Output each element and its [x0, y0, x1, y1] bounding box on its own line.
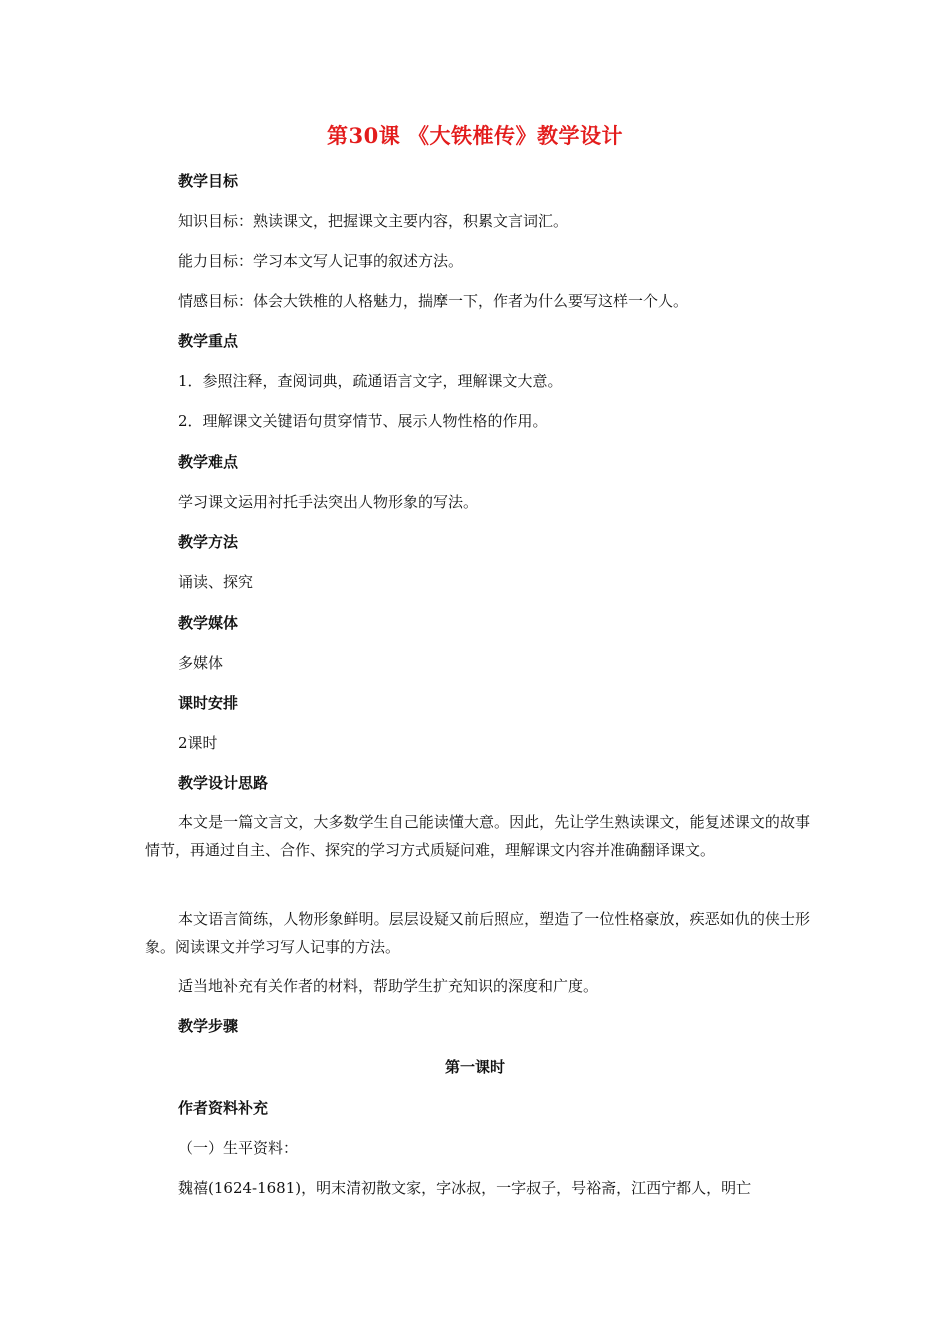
heading-key-points: 教学重点	[178, 332, 239, 350]
document-title: 第30课 《大铁椎传》教学设计	[326, 123, 624, 148]
heading-lesson-1: 第一课时	[444, 1058, 505, 1076]
design-paragraph-3: 适当地补充有关作者的材料，帮助学生扩充知识的深度和广度。	[178, 977, 599, 995]
heading-design: 教学设计思路	[178, 774, 269, 792]
design-paragraph-2: 本文语言简练，人物形象鲜明。层层设疑又前后照应，塑造了一位性格豪放，疾恶如仇的侠士形象。阅读课文并学习写人记事的方法。	[145, 910, 810, 956]
schedule-text: 2课时	[178, 734, 218, 752]
bio-heading: （一）生平资料：	[178, 1139, 299, 1157]
difficulty-text: 学习课文运用衬托手法突出人物形象的写法。	[178, 493, 479, 511]
goal-ability: 能力目标：学习本文写人记事的叙述方法。	[178, 252, 464, 270]
key-point-1: 1．参照注释，查阅词典，疏通语言文字，理解课文大意。	[178, 372, 563, 390]
bio-text: 魏禧(1624-1681)，明末清初散文家，字冰叔，一字叔子，号裕斋，江西宁都人，明亡	[178, 1179, 752, 1197]
key-point-2: 2．理解课文关键语句贯穿情节、展示人物性格的作用。	[178, 412, 548, 430]
method-text: 诵读、探究	[178, 573, 254, 591]
heading-goals: 教学目标	[178, 172, 239, 190]
heading-schedule: 课时安排	[178, 694, 239, 712]
goal-emotion: 情感目标：体会大铁椎的人格魅力，揣摩一下，作者为什么要写这样一个人。	[178, 292, 689, 310]
goal-knowledge: 知识目标：熟读课文，把握课文主要内容，积累文言词汇。	[178, 212, 569, 230]
design-paragraph-1: 本文是一篇文言文，大多数学生自己能读懂大意。因此，先让学生熟读课文，能复述课文的故事情节，再通过自主、合作、探究的学习方式质疑问难，理解课文内容并准确翻译课文。	[145, 813, 810, 859]
heading-author: 作者资料补充	[178, 1099, 269, 1117]
heading-difficulty: 教学难点	[178, 453, 239, 471]
heading-media: 教学媒体	[178, 614, 239, 632]
heading-method: 教学方法	[178, 533, 239, 551]
heading-steps: 教学步骤	[178, 1017, 239, 1035]
media-text: 多媒体	[178, 654, 224, 672]
